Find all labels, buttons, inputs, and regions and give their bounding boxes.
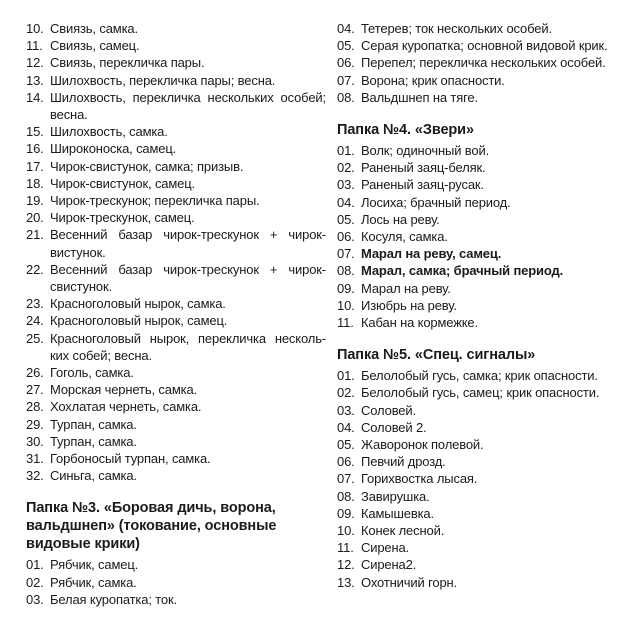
list-item	[26, 416, 326, 433]
list-item	[337, 367, 617, 384]
list-item	[337, 505, 617, 522]
item-text	[361, 419, 617, 436]
item-text	[50, 398, 326, 415]
item-number: 30.	[26, 433, 44, 449]
item-number: 25.	[26, 330, 44, 346]
item-number: 05.	[337, 437, 355, 453]
list-item	[337, 522, 617, 539]
item-text	[361, 176, 617, 193]
item-number: 06.	[337, 454, 355, 470]
item-text	[361, 142, 617, 159]
item-text	[361, 436, 617, 453]
item-number: 10.	[337, 523, 355, 539]
item-number: 04.	[337, 21, 355, 36]
list-item	[26, 450, 326, 467]
item-number: 10.	[337, 297, 355, 313]
item-text	[361, 228, 617, 245]
item-text-line: Рябчик, самец.	[50, 557, 139, 573]
item-text	[361, 488, 617, 505]
item-text	[361, 505, 617, 522]
item-number: 32.	[26, 468, 44, 484]
item-number: 08.	[337, 488, 355, 504]
item-text	[50, 123, 326, 140]
item-text	[361, 37, 617, 54]
list-item	[26, 192, 326, 209]
item-text-line: Конек лесной.	[361, 523, 445, 539]
item-text	[50, 20, 326, 37]
item-text-line: весна.	[50, 107, 88, 123]
list-item	[337, 297, 617, 314]
item-number: 08.	[337, 263, 355, 279]
column-left	[26, 20, 326, 608]
item-text-line: свистунок.	[50, 279, 112, 295]
item-text-line: Весенний базар чирок-трескунок + чирок-	[50, 261, 326, 277]
item-text	[50, 72, 326, 89]
item-text	[50, 450, 326, 467]
list-item	[337, 402, 617, 419]
item-number: 04.	[337, 194, 355, 210]
item-text-line: Перепел; перекличка нескольких особей.	[361, 55, 606, 71]
list-item	[26, 591, 326, 608]
item-text-line: Весенний базар чирок-трескунок + чирок-	[50, 227, 326, 243]
item-text-line: Белолобый гусь, самец; крик опасности.	[361, 385, 600, 401]
item-text	[361, 453, 617, 470]
item-text-line: Чирок-трескунок, самец.	[50, 210, 195, 226]
item-text	[50, 158, 326, 175]
item-number: 26.	[26, 365, 44, 381]
item-number: 02.	[337, 160, 355, 176]
item-number: 12.	[337, 557, 355, 573]
list-item	[26, 574, 326, 591]
section-header	[337, 346, 617, 364]
item-text-line: Раненый заяц-беляк.	[361, 160, 486, 176]
item-text	[50, 312, 326, 329]
list-item	[26, 20, 326, 37]
item-text-line: Красноголовый нырок, перекличка несколь-	[50, 330, 326, 346]
item-text	[361, 574, 617, 591]
item-text-line: Шилохвость, самка.	[50, 124, 168, 140]
item-number: 09.	[337, 280, 355, 296]
item-text-line: Белолобый гусь, самка; крик опасности.	[361, 368, 598, 384]
item-text	[361, 159, 617, 176]
item-number: 03.	[26, 591, 44, 607]
item-text	[50, 209, 326, 226]
item-text-line: Лось на реву.	[361, 211, 440, 227]
list-item	[26, 433, 326, 450]
list-item	[337, 470, 617, 487]
item-text-line: Свиязь, самка.	[50, 21, 138, 36]
item-number: 01.	[26, 557, 44, 573]
item-text	[50, 467, 326, 484]
item-text-line: Камышевка.	[361, 505, 434, 521]
item-text-line: Марал на реву, самец.	[361, 246, 502, 262]
item-text-line: Чирок-свистунок, самец.	[50, 175, 195, 191]
item-text	[361, 297, 617, 314]
item-text	[50, 433, 326, 450]
section-header-line: Папка №5. «Спец. сигналы»	[337, 347, 536, 364]
item-text	[50, 364, 326, 381]
list-item	[26, 261, 326, 295]
item-text	[50, 175, 326, 192]
list-item	[26, 295, 326, 312]
item-text-line: Свиязь, самец.	[50, 38, 140, 54]
item-text-line: Лосиха; брачный период.	[361, 194, 511, 210]
item-number: 07.	[337, 471, 355, 487]
item-text-line: Раненый заяц-русак.	[361, 177, 484, 193]
item-number: 20.	[26, 210, 44, 226]
list-item	[26, 123, 326, 140]
list-item	[26, 72, 326, 89]
item-number: 17.	[26, 158, 44, 174]
item-text	[50, 330, 326, 364]
item-text-line: Изюбрь на реву.	[361, 297, 457, 313]
item-text	[50, 591, 326, 608]
item-number: 22.	[26, 261, 44, 277]
list-item	[337, 556, 617, 573]
item-text-line: Косуля, самка.	[361, 229, 448, 245]
item-number: 11.	[337, 540, 354, 556]
list-item	[26, 398, 326, 415]
item-number: 29.	[26, 416, 44, 432]
list-item	[337, 159, 617, 176]
item-text-line: Ворона; крик опасности.	[361, 72, 505, 88]
item-number: 13.	[26, 72, 44, 88]
item-text	[50, 37, 326, 54]
item-text-line: Горбоносый турпан, самка.	[50, 451, 211, 467]
list-item	[337, 54, 617, 71]
item-number: 10.	[26, 21, 44, 36]
item-number: 24.	[26, 313, 44, 329]
section-header-line: Папка №4. «Звери»	[337, 122, 474, 139]
item-number: 06.	[337, 55, 355, 71]
list-item	[337, 142, 617, 159]
item-number: 23.	[26, 296, 44, 312]
list-item	[337, 419, 617, 436]
list-item	[337, 262, 617, 279]
item-text	[361, 402, 617, 419]
list-item	[337, 176, 617, 193]
item-text-line: Морская чернеть, самка.	[50, 382, 197, 398]
item-text-line: Вальдшнеп на тяге.	[361, 89, 478, 105]
item-number: 09.	[337, 505, 355, 521]
item-text-line: Шилохвость, перекличка пары; весна.	[50, 72, 276, 88]
item-text-line: Соловей.	[361, 402, 416, 418]
item-text	[361, 314, 617, 331]
list-item	[337, 37, 617, 54]
item-text-line: Жаворонок полевой.	[361, 437, 484, 453]
item-text	[361, 211, 617, 228]
item-text-line: Соловей 2.	[361, 419, 427, 435]
section-header-line: Папка №3. «Боровая дичь, ворона,	[26, 500, 276, 517]
item-number: 02.	[26, 574, 44, 590]
item-text	[361, 54, 617, 71]
item-text	[50, 261, 326, 295]
item-text	[361, 539, 617, 556]
item-text	[361, 470, 617, 487]
list-item	[337, 194, 617, 211]
item-text	[50, 556, 326, 573]
list-item	[337, 488, 617, 505]
item-text-line: Сирена.	[361, 540, 410, 556]
item-number: 27.	[26, 382, 44, 398]
item-text-line: Свиязь, перекличка пары.	[50, 55, 205, 71]
item-text-line: Сирена2.	[361, 557, 417, 573]
list-item	[26, 37, 326, 54]
item-text-line: Марал на реву.	[361, 280, 451, 296]
item-text	[50, 416, 326, 433]
item-number: 11.	[26, 38, 43, 54]
item-text	[50, 54, 326, 71]
item-text-line: Рябчик, самка.	[50, 574, 137, 590]
list-item	[26, 467, 326, 484]
item-text	[361, 280, 617, 297]
item-text-line: Хохлатая чернеть, самка.	[50, 399, 202, 415]
list-item	[337, 453, 617, 470]
item-text	[361, 72, 617, 89]
list-item	[26, 158, 326, 175]
item-number: 11.	[337, 315, 354, 331]
item-number: 07.	[337, 72, 355, 88]
item-number: 05.	[337, 38, 355, 54]
item-text-line: Марал, самка; брачный период.	[361, 263, 564, 279]
list-item	[26, 381, 326, 398]
item-text	[50, 140, 326, 157]
item-number: 21.	[26, 227, 44, 243]
column-right	[337, 20, 617, 591]
list-item	[26, 209, 326, 226]
list-item	[337, 384, 617, 401]
item-text	[361, 384, 617, 401]
section-header-line: вальдшнеп» (токование, основные	[26, 518, 277, 535]
item-text-line: Гоголь, самка.	[50, 365, 134, 381]
item-number: 16.	[26, 141, 44, 157]
list-item	[337, 436, 617, 453]
item-text-line: Широконоска, самец.	[50, 141, 177, 157]
section-header-line: видовые крики)	[26, 536, 140, 553]
item-text	[361, 367, 617, 384]
item-text-line: Тетерев; ток нескольких особей.	[361, 21, 552, 36]
item-number: 15.	[26, 124, 44, 140]
item-number: 08.	[337, 89, 355, 105]
section-header	[337, 121, 617, 139]
list-item	[26, 175, 326, 192]
list-item	[337, 574, 617, 591]
list-item	[337, 20, 617, 37]
item-number: 28.	[26, 399, 44, 415]
item-text	[50, 381, 326, 398]
item-text-line: Чирок-трескунок; перекличка пары.	[50, 193, 260, 209]
item-text	[50, 192, 326, 209]
item-number: 01.	[337, 368, 355, 384]
list-item	[337, 89, 617, 106]
item-number: 02.	[337, 385, 355, 401]
item-number: 03.	[337, 177, 355, 193]
item-text-line: Серая куропатка; основной видовой крик.	[361, 38, 608, 54]
item-text-line: Шилохвость, перекличка нескольких особей;	[50, 89, 326, 105]
list-item	[337, 72, 617, 89]
list-item	[337, 280, 617, 297]
item-text	[361, 556, 617, 573]
item-text	[50, 226, 326, 260]
item-text-line: Охотничий горн.	[361, 574, 458, 590]
list-item	[26, 89, 326, 123]
item-number: 14.	[26, 89, 44, 105]
item-text	[50, 574, 326, 591]
item-text-line: Турпан, самка.	[50, 433, 137, 449]
list-item	[26, 330, 326, 364]
list-item	[26, 226, 326, 260]
list-item	[337, 228, 617, 245]
list-item	[26, 312, 326, 329]
list-item	[26, 364, 326, 381]
item-text-line: Завирушка.	[361, 488, 430, 504]
item-text	[361, 20, 617, 37]
item-text	[361, 245, 617, 262]
item-text	[361, 89, 617, 106]
item-text-line: Красноголовый нырок, самец.	[50, 313, 228, 329]
list-item	[337, 245, 617, 262]
item-number: 19.	[26, 193, 44, 209]
item-text	[361, 194, 617, 211]
item-text-line: Горихвостка лысая.	[361, 471, 478, 487]
item-text-line: Турпан, самка.	[50, 416, 137, 432]
item-text	[361, 522, 617, 539]
item-number: 13.	[337, 574, 355, 590]
list-item	[26, 140, 326, 157]
list-item	[337, 314, 617, 331]
item-number: 06.	[337, 229, 355, 245]
list-item	[337, 539, 617, 556]
section-header	[26, 499, 326, 553]
item-text	[361, 262, 617, 279]
item-number: 05.	[337, 211, 355, 227]
list-item	[26, 54, 326, 71]
item-number: 01.	[337, 143, 355, 159]
item-text-line: Красноголовый нырок, самка.	[50, 296, 226, 312]
item-number: 12.	[26, 55, 44, 71]
item-text-line: Певчий дрозд.	[361, 454, 446, 470]
item-text-line: Синьга, самка.	[50, 468, 137, 484]
item-number: 03.	[337, 402, 355, 418]
item-text-line: Кабан на кормежке.	[361, 315, 478, 331]
list-item	[26, 556, 326, 573]
item-number: 07.	[337, 246, 355, 262]
item-text-line: Волк; одиночный вой.	[361, 143, 490, 159]
item-number: 31.	[26, 451, 44, 467]
item-text	[50, 89, 326, 123]
item-text-line: Белая куропатка; ток.	[50, 591, 177, 607]
item-text-line: вистунок.	[50, 244, 106, 260]
item-text-line: ких собей; весна.	[50, 347, 152, 363]
item-number: 04.	[337, 419, 355, 435]
item-number: 18.	[26, 175, 44, 191]
item-text-line: Чирок-свистунок, самка; призыв.	[50, 158, 244, 174]
list-item	[337, 211, 617, 228]
item-text	[50, 295, 326, 312]
